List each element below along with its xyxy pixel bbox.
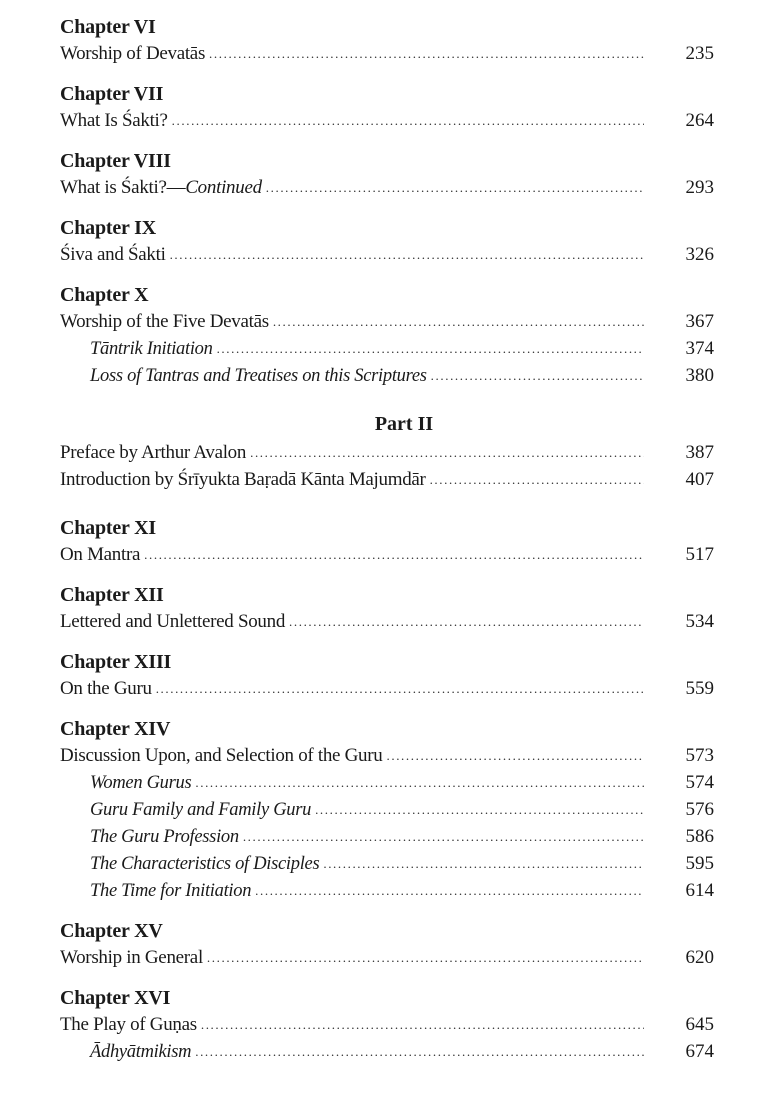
chapter-heading: Chapter XIII [60, 651, 172, 673]
page-number: 367 [685, 311, 714, 332]
entry-title [60, 174, 262, 201]
chapter-section-xi [58, 515, 714, 568]
toc-subentry[interactable] [58, 362, 714, 389]
dot-leader [195, 1038, 644, 1065]
page-number: 387 [685, 442, 714, 463]
dot-leader [430, 466, 644, 493]
chapter-section-xvi [58, 985, 714, 1065]
chapter-heading: Chapter VII [60, 83, 164, 105]
table-of-contents-page [58, 14, 714, 1065]
page-number: 534 [685, 611, 714, 632]
entry-title: Lettered and Unlettered Sound [60, 611, 286, 632]
toc-entry[interactable] [58, 1011, 714, 1038]
page-number: 374 [685, 338, 714, 359]
chapter-heading: Chapter VIII [60, 150, 171, 172]
entry-title: The Characteristics of Disciples [90, 854, 320, 874]
chapter-heading: Chapter XVI [60, 987, 171, 1009]
entry-title: The Play of Guṇas [60, 1014, 197, 1035]
toc-subentry[interactable] [58, 877, 714, 904]
entry-title: Tāntrik Initiation [90, 339, 213, 359]
chapter-heading: Chapter XI [60, 517, 156, 539]
toc-entry-introduction[interactable] [58, 466, 714, 493]
dot-leader [195, 769, 644, 796]
toc-entry[interactable] [58, 174, 714, 201]
entry-title: Ādhyātmikism [90, 1042, 192, 1062]
entry-title: Guru Family and Family Guru [90, 800, 312, 820]
chapter-section-x [58, 282, 714, 389]
chapter-section-vii [58, 81, 714, 134]
chapter-section-vi [58, 14, 714, 67]
page-number: 614 [685, 880, 714, 901]
page-number: 645 [685, 1014, 714, 1035]
dot-leader [217, 335, 644, 362]
chapter-heading: Chapter IX [60, 217, 156, 239]
chapter-heading: Chapter XV [60, 920, 163, 942]
entry-title: Introduction by Śrīyukta Baṛadā Kānta Majumdār [60, 469, 426, 490]
toc-entry[interactable] [58, 944, 714, 971]
toc-subentry[interactable] [58, 850, 714, 877]
chapter-section-xiii [58, 649, 714, 702]
entry-title: Discussion Upon, and Selection of the Guru [60, 745, 383, 766]
page-number: 573 [685, 745, 714, 766]
toc-subentry[interactable] [58, 1038, 714, 1065]
toc-entry-preface[interactable] [58, 439, 714, 466]
chapter-heading: Chapter XII [60, 584, 164, 606]
toc-subentry[interactable] [58, 796, 714, 823]
page-number: 559 [685, 678, 714, 699]
toc-subentry[interactable] [58, 769, 714, 796]
dot-leader [209, 40, 644, 67]
dot-leader [243, 823, 644, 850]
dot-leader [387, 742, 645, 769]
dot-leader [315, 796, 644, 823]
part-front-matter [58, 439, 714, 493]
page-number: 407 [685, 469, 714, 490]
dot-leader [250, 439, 644, 466]
chapter-section-viii [58, 148, 714, 201]
page-number: 595 [685, 853, 714, 874]
entry-title: Worship in General [60, 947, 203, 968]
page-number: 293 [685, 177, 714, 198]
dot-leader [289, 608, 644, 635]
entry-title: The Time for Initiation [90, 881, 252, 901]
toc-entry[interactable] [58, 241, 714, 268]
entry-title: Śiva and Śakti [60, 244, 166, 265]
page-number: 235 [685, 43, 714, 64]
chapter-section-xii [58, 582, 714, 635]
page-number: 620 [685, 947, 714, 968]
dot-leader [207, 944, 644, 971]
entry-title: On Mantra [60, 544, 141, 565]
part-heading: Part II [374, 413, 434, 435]
toc-entry[interactable] [58, 742, 714, 769]
toc-subentry[interactable] [58, 823, 714, 850]
chapter-heading: Chapter XIV [60, 718, 171, 740]
toc-entry[interactable] [58, 675, 714, 702]
page-number: 517 [685, 544, 714, 565]
dot-leader [201, 1011, 644, 1038]
toc-entry[interactable] [58, 541, 714, 568]
dot-leader [266, 174, 644, 201]
page-number: 674 [685, 1041, 714, 1062]
toc-subentry[interactable] [58, 335, 714, 362]
entry-title: On the Guru [60, 678, 152, 699]
page-number: 264 [685, 110, 714, 131]
page-number: 574 [685, 772, 714, 793]
entry-title: Loss of Tantras and Treatises on this Scriptures [90, 366, 427, 386]
toc-entry[interactable] [58, 308, 714, 335]
toc-entry[interactable] [58, 107, 714, 134]
chapter-section-xiv [58, 716, 714, 904]
toc-entry[interactable] [58, 40, 714, 67]
dot-leader [431, 362, 644, 389]
chapter-heading: Chapter X [60, 284, 149, 306]
entry-title-italic: Continued [185, 177, 262, 198]
entry-title: The Guru Profession [90, 827, 239, 847]
dot-leader [323, 850, 644, 877]
dot-leader [170, 241, 644, 268]
dot-leader [255, 877, 644, 904]
page-number: 326 [685, 244, 714, 265]
entry-title: What Is Śakti? [60, 110, 168, 131]
entry-title: Worship of the Five Devatās [60, 311, 269, 332]
dot-leader [273, 308, 644, 335]
dot-leader [172, 107, 644, 134]
chapter-section-xv [58, 918, 714, 971]
chapter-heading: Chapter VI [60, 16, 156, 38]
page-number: 380 [685, 365, 714, 386]
entry-title: Women Gurus [90, 773, 192, 793]
page-number: 586 [685, 826, 714, 847]
toc-entry[interactable] [58, 608, 714, 635]
entry-title: Preface by Arthur Avalon [60, 442, 247, 463]
entry-title-main: What is Śakti?— [60, 177, 186, 198]
entry-title: Worship of Devatās [60, 43, 206, 64]
dot-leader [156, 675, 644, 702]
chapter-section-ix [58, 215, 714, 268]
page-number: 576 [685, 799, 714, 820]
dot-leader [144, 541, 644, 568]
